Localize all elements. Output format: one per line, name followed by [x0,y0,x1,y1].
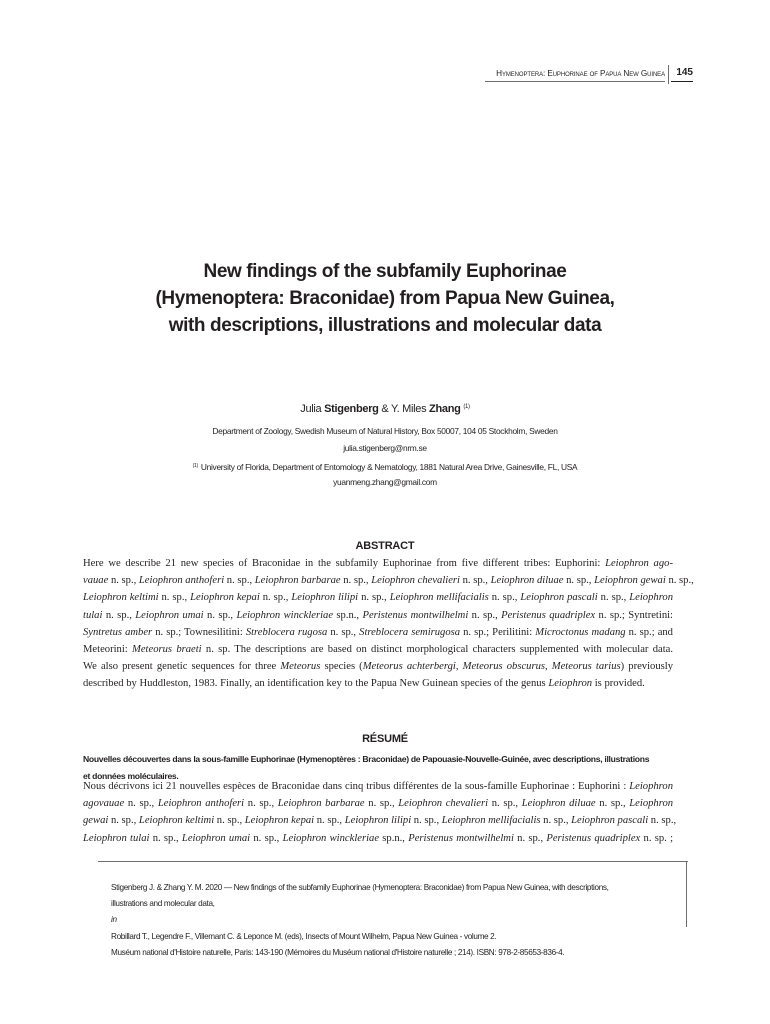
text-run: n. sp., [102,609,136,621]
page-number-rule [671,81,693,82]
italic-run: in [111,915,117,925]
text-run: Muséum national d'Histoire naturelle, Paris: 143-190 (Mémoires du Muséum national d'Histoire naturelle ; 214). ISBN: 978-2-85653-836-4. [111,947,565,957]
italic-run: Leiophron keltimi [138,815,215,827]
text-run: n. sp.; Perilitini: [460,626,536,638]
running-header [420,68,693,86]
article-title-line: New findings of the subfamily Euphorinae [203,261,567,282]
text-line [83,675,673,692]
text-line [83,778,673,795]
italic-run: Leiophron kepai [244,815,315,827]
affiliation-2 [0,461,770,473]
article-title-line: with descriptions, illustrations and molecular data [168,315,602,336]
text-line [83,812,677,829]
italic-run: Leiophron [629,781,673,792]
author-first-name: Julia [300,403,322,415]
text-run: n. sp., [595,798,630,810]
text-run: n. sp., [459,575,491,587]
author-list [0,403,770,415]
text-run: illustrations and molecular data, [111,899,215,909]
italic-run: Leiophron umai [135,609,204,621]
article-title [95,258,675,339]
text-line [83,641,673,658]
abstract-body [83,555,694,693]
text-run: species ( [320,661,363,673]
affiliation-1: Department of Zoology, Swedish Museum of Natural History, Box 50007, 104 05 Stockholm, Sweden [212,426,558,436]
italic-run: gewai [83,815,109,827]
italic-run: Leiophron pascali [571,815,649,827]
text-run: described by Huddleston, 1983. Finally, an identification key to the Papua New Guinean species of the genus [83,678,549,690]
text-run: sp.n., [333,609,363,621]
italic-run: Leiophron diluae [490,575,564,587]
text-line [83,658,673,675]
text-run: n. sp., [214,815,245,827]
text-run: n. sp., [364,798,399,810]
text-run: Nous décrivons ici 21 nouvelles espèces de Braconidae dans cinq tribus différentes de la sous-famille Euphorinae : Euphorini : [83,781,630,792]
text-run: n. sp., [314,815,345,827]
running-title: Hymenoptera: Euphorinae of Papua New Guinea [496,69,665,78]
italic-run: Leiophron anthoferi [138,575,225,587]
text-run: sp.n., [379,832,409,844]
resume-body [83,778,677,847]
text-run: n. sp., [203,609,237,621]
italic-run: Leiophron gewai [594,575,666,587]
text-run: n. sp., [597,592,630,604]
article-title-line: (Hymenoptera: Braconidae) from Papua New Guinea, [155,288,615,309]
text-line [83,572,694,589]
text-run: n. sp., [648,815,677,827]
affiliation-mark: (1) [463,404,470,410]
text-run: n. sp., [250,832,283,844]
abstract-heading: ABSTRACT [355,540,415,552]
running-header-rule [485,81,665,82]
text-run: Stigenberg J. & Zhang Y. M. 2020 — New findings of the subfamily Euphorinae (Hymenoptera: Braconidae) from Papua New Guinea, with descriptions, [111,883,609,892]
text-run: n. sp.; and [625,626,673,638]
text-run: n. sp.; Syntretini: [595,609,673,621]
text-run: n. sp., [488,592,521,604]
italic-run: Leiophron [548,678,593,690]
italic-run: Meteorus [280,661,321,673]
text-run: n. sp., [540,815,572,827]
text-line [83,830,673,847]
text-run: n. sp., [468,609,502,621]
italic-run: Peristenus quadriplex [546,832,641,844]
text-run: n. sp. ; [640,832,674,844]
text-line [83,589,673,606]
author-first-name: Y. Miles [390,403,427,415]
italic-run: Peristenus montwilhelmi [408,832,514,844]
text-line [83,555,673,572]
text-run: n. sp., [340,575,372,587]
citation-block [111,880,681,961]
text-run: n. sp., [149,832,182,844]
resume-subtitle-line: et données moléculaires. [83,771,179,782]
text-line [111,945,681,961]
text-run: , [455,661,463,673]
text-run: n. sp. The descriptions are based on distinct morphological characters supplemented with molecular data. [201,643,674,655]
italic-run: Peristenus montwilhelmi [362,609,469,621]
text-run: n. sp., [563,575,595,587]
italic-run: Leiophron winckleriae [236,609,334,621]
text-line [83,607,673,624]
text-run: n. sp., [411,815,442,827]
text-line [83,624,673,641]
text-run: n. sp., [224,575,255,587]
text-run: n. sp., [513,832,547,844]
italic-run: Leiophron lilipi [344,815,412,827]
text-run: n. sp., [108,815,139,827]
italic-run: Leiophron ago- [605,558,673,569]
text-run: We also present genetic sequences for three [83,661,281,673]
italic-run: Leiophron keltimi [83,592,159,604]
italic-run: Leiophron umai [181,832,251,844]
italic-run: Leiophron [629,592,674,604]
italic-run: Leiophron diluae [521,798,596,810]
text-run: is provided. [592,678,645,690]
text-run: Meteorini: [83,643,133,655]
text-run: ) previously [620,661,674,673]
text-run: n. sp., [327,626,360,638]
italic-run: Microctonus madang [535,626,626,638]
italic-run: Leiophron pascali [520,592,598,604]
text-run: n. sp.; Townesilitini: [152,626,246,638]
text-run: n. sp., [108,575,139,587]
italic-run: Leiophron chevalieri [398,798,489,810]
italic-run: agovauae [83,798,125,810]
text-run: , [545,661,552,673]
author-last-name: Stigenberg [324,403,379,415]
italic-run: Leiophron mellifacialis [389,592,489,604]
text-line [83,795,673,812]
author-last-name: Zhang [429,403,461,415]
text-run: n. sp., [244,798,278,810]
affiliation-2-text: University of Florida, Department of Entomology & Nematology, 1881 Natural Area Drive, Gainesville, FL, USA [200,462,578,472]
text-line [111,896,681,945]
italic-run: Meteorus obscurus [462,661,546,673]
text-run: n. sp., [158,592,191,604]
italic-run: Peristenus quadriplex [501,609,596,621]
text-run: Here we describe 21 new species of Braconidae in the subfamily Euphorinae from five different tribes: Euphorini: [83,558,606,569]
italic-run: Meteorus tarius [551,661,621,673]
resume-subtitle-line: Nouvelles découvertes dans la sous-famille Euphorinae (Hymenoptères : Braconidae) de Papouasie-Nouvelle-Guinée, avec descriptions, illustrations [83,754,650,764]
italic-run: Leiophron barbarae [277,798,365,810]
italic-run: Leiophron chevalieri [371,575,460,587]
italic-run: Leiophron [629,798,674,810]
page-number: 145 [676,67,693,78]
italic-run: Leiophron anthoferi [157,798,245,810]
italic-run: Leiophron lilipi [291,592,359,604]
author-joiner: & [381,403,389,415]
italic-run: Leiophron kepai [190,592,260,604]
italic-run: Leiophron mellifacialis [441,815,541,827]
italic-run: tulai [83,609,103,621]
affiliation-1-email: julia.stigenberg@nrm.se [343,443,427,453]
affiliation-mark: (1) [192,463,198,469]
italic-run: vauae [83,575,109,587]
citation-divider [686,861,687,927]
text-run: n. sp., [259,592,292,604]
text-run: n. sp., [488,798,522,810]
italic-run: Meteorus braeti [132,643,202,655]
italic-run: Syntretus amber [83,626,153,638]
italic-run: Meteorus achterbergi [362,661,456,673]
italic-run: Leiophron winckleriae [282,832,380,844]
text-run: Robillard T., Legendre F., Villemant C. & Leponce M. (eds), Insects of Mount Wilhelm, Papua New Guinea - volume 2. [111,931,497,941]
italic-run: Leiophron tulai [83,832,150,844]
text-run: n. sp., [124,798,158,810]
italic-run: Streblocera rugosa [245,626,328,638]
text-line [111,880,681,896]
resume-heading: RÉSUMÉ [362,733,408,745]
citation-rule [98,861,688,862]
italic-run: Streblocera semirugosa [359,626,461,638]
text-run: n. sp., [358,592,390,604]
affiliation-2-email: yuanmeng.zhang@gmail.com [333,477,437,487]
text-run: n. sp., [665,575,694,587]
running-header-divider [668,65,669,84]
italic-run: Leiophron barbarae [254,575,341,587]
